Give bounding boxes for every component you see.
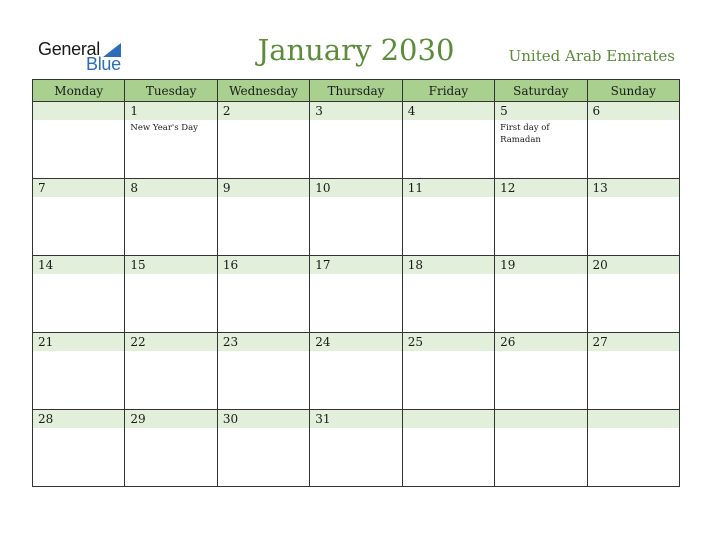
holiday-label: First day of Ramadan bbox=[500, 123, 550, 145]
day-cell bbox=[587, 256, 679, 333]
day-cell bbox=[310, 333, 402, 410]
holiday-label: New Year's Day bbox=[130, 123, 198, 133]
week-row bbox=[33, 256, 680, 333]
day-cell bbox=[402, 256, 494, 333]
day-number: 23 bbox=[218, 333, 309, 351]
day-cell bbox=[495, 333, 587, 410]
day-cell bbox=[310, 179, 402, 256]
day-cell bbox=[310, 410, 402, 487]
day-number: 21 bbox=[33, 333, 124, 351]
day-cell bbox=[33, 333, 125, 410]
day-number: 3 bbox=[310, 102, 401, 120]
day-number: 22 bbox=[125, 333, 216, 351]
day-cell bbox=[217, 256, 309, 333]
day-cell bbox=[125, 179, 217, 256]
day-number: 29 bbox=[125, 410, 216, 428]
week-row bbox=[33, 410, 680, 487]
brand-logo bbox=[38, 38, 138, 78]
day-number: 15 bbox=[125, 256, 216, 274]
day-number: 26 bbox=[495, 333, 586, 351]
day-cell bbox=[125, 256, 217, 333]
day-number: 5 bbox=[495, 102, 586, 120]
day-cell bbox=[402, 410, 494, 487]
day-number: 17 bbox=[310, 256, 401, 274]
day-cell bbox=[125, 333, 217, 410]
day-cell bbox=[587, 179, 679, 256]
day-cell bbox=[402, 333, 494, 410]
country-name: United Arab Emirates bbox=[508, 47, 675, 65]
week-row bbox=[33, 333, 680, 410]
logo-text-general: General bbox=[38, 39, 100, 59]
day-number: 24 bbox=[310, 333, 401, 351]
weekday-header: Friday bbox=[402, 80, 494, 102]
day-cell bbox=[310, 102, 402, 179]
day-number: 19 bbox=[495, 256, 586, 274]
calendar-grid bbox=[32, 79, 680, 487]
day-number: 30 bbox=[218, 410, 309, 428]
day-cell bbox=[402, 102, 494, 179]
day-number: 11 bbox=[403, 179, 494, 197]
logo-text-blue: Blue bbox=[86, 54, 121, 74]
day-number bbox=[495, 410, 586, 428]
day-cell bbox=[125, 102, 217, 179]
calendar-title: January 2030 bbox=[257, 33, 455, 67]
weekday-header: Thursday bbox=[310, 80, 402, 102]
day-number: 12 bbox=[495, 179, 586, 197]
day-number: 13 bbox=[588, 179, 679, 197]
day-cell bbox=[495, 410, 587, 487]
weekday-header: Wednesday bbox=[217, 80, 309, 102]
day-number: 4 bbox=[403, 102, 494, 120]
weekday-header: Saturday bbox=[495, 80, 587, 102]
day-cell bbox=[33, 256, 125, 333]
day-cell bbox=[217, 179, 309, 256]
day-number: 16 bbox=[218, 256, 309, 274]
day-number: 18 bbox=[403, 256, 494, 274]
day-number: 27 bbox=[588, 333, 679, 351]
weekday-header-row bbox=[33, 80, 680, 102]
week-row bbox=[33, 179, 680, 256]
day-cell bbox=[33, 179, 125, 256]
day-number: 20 bbox=[588, 256, 679, 274]
day-cell bbox=[495, 256, 587, 333]
day-cell bbox=[495, 102, 587, 179]
day-cell bbox=[33, 102, 125, 179]
day-number: 25 bbox=[403, 333, 494, 351]
day-number: 7 bbox=[33, 179, 124, 197]
day-cell bbox=[33, 410, 125, 487]
weekday-header: Sunday bbox=[587, 80, 679, 102]
day-number bbox=[403, 410, 494, 428]
day-cell bbox=[587, 333, 679, 410]
day-number: 31 bbox=[310, 410, 401, 428]
day-number: 14 bbox=[33, 256, 124, 274]
day-cell bbox=[125, 410, 217, 487]
day-cell bbox=[402, 179, 494, 256]
day-number bbox=[33, 102, 124, 120]
day-cell bbox=[495, 179, 587, 256]
day-number bbox=[588, 410, 679, 428]
day-number: 10 bbox=[310, 179, 401, 197]
day-number: 6 bbox=[588, 102, 679, 120]
day-cell bbox=[587, 102, 679, 179]
day-cell bbox=[217, 102, 309, 179]
day-cell bbox=[217, 410, 309, 487]
week-row bbox=[33, 102, 680, 179]
day-number: 8 bbox=[125, 179, 216, 197]
day-number: 2 bbox=[218, 102, 309, 120]
weekday-header: Tuesday bbox=[125, 80, 217, 102]
day-cell bbox=[310, 256, 402, 333]
day-cell bbox=[217, 333, 309, 410]
day-number: 9 bbox=[218, 179, 309, 197]
weekday-header: Monday bbox=[33, 80, 125, 102]
day-cell bbox=[587, 410, 679, 487]
day-number: 1 bbox=[125, 102, 216, 120]
day-number: 28 bbox=[33, 410, 124, 428]
